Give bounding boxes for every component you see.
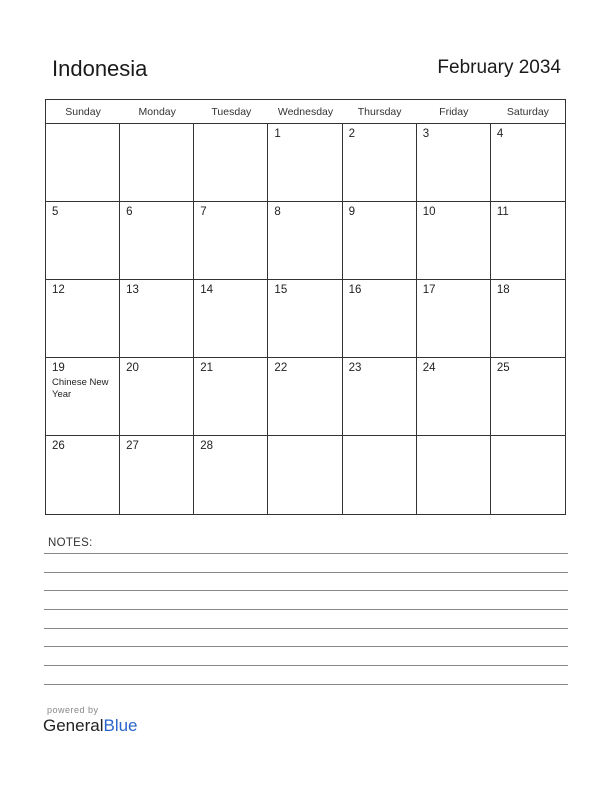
- day-cell: [46, 202, 120, 279]
- day-number: 10: [422, 206, 436, 218]
- day-cell: [491, 358, 565, 435]
- note-line: [44, 665, 568, 666]
- powered-by-text: powered by: [47, 705, 99, 715]
- day-cell: [417, 124, 491, 201]
- day-number: 15: [274, 284, 288, 296]
- day-cell: [268, 124, 342, 201]
- note-line: [44, 646, 568, 647]
- day-cell: [268, 436, 342, 514]
- month-title: February 2034: [437, 57, 561, 78]
- day-number: 1: [274, 128, 281, 140]
- calendar-grid: [45, 99, 566, 515]
- day-number: 9: [348, 206, 355, 218]
- day-cell: [268, 280, 342, 357]
- day-cell: [417, 202, 491, 279]
- brand-general: General: [43, 716, 104, 735]
- day-cell: [491, 124, 565, 201]
- day-cell: [194, 202, 268, 279]
- day-number: 17: [422, 284, 436, 296]
- note-line: [44, 628, 568, 629]
- day-number: 27: [126, 440, 139, 452]
- day-number: 7: [200, 206, 207, 218]
- day-number: 25: [496, 362, 510, 374]
- day-number: 3: [422, 128, 430, 140]
- day-number: 14: [200, 284, 214, 296]
- weekday-monday: Monday: [138, 106, 176, 118]
- day-number: 6: [126, 206, 133, 218]
- day-cell: [417, 358, 491, 435]
- day-number: 8: [274, 206, 281, 218]
- weekday-saturday: Saturday: [506, 106, 549, 118]
- day-number: 19: [52, 362, 65, 374]
- week-row: [46, 202, 565, 280]
- day-cell: [343, 436, 417, 514]
- day-number: 18: [496, 284, 510, 296]
- day-number: 16: [348, 284, 362, 296]
- day-number: 12: [52, 284, 65, 296]
- week-row: [46, 436, 565, 514]
- note-line: [44, 572, 568, 573]
- day-number: 11: [496, 206, 509, 218]
- day-cell: [46, 124, 120, 201]
- day-cell: [417, 436, 491, 514]
- weekday-wednesday: Wednesday: [277, 106, 334, 118]
- weekday-tuesday: Tuesday: [211, 106, 252, 118]
- day-cell: [194, 436, 268, 514]
- day-number: 4: [496, 128, 504, 140]
- week-row: [46, 358, 565, 436]
- note-line: [44, 684, 568, 685]
- day-cell: [120, 436, 194, 514]
- brand-blue: Blue: [103, 716, 138, 735]
- note-line: [44, 553, 568, 554]
- day-cell: [491, 436, 565, 514]
- day-cell: [46, 358, 120, 435]
- note-line: [44, 590, 568, 591]
- day-cell: [120, 280, 194, 357]
- country-title: Indonesia: [52, 56, 148, 81]
- day-cell: [343, 202, 417, 279]
- day-cell: [120, 202, 194, 279]
- calendar-weeks: [46, 124, 565, 514]
- day-number: 13: [126, 284, 139, 296]
- day-cell: [343, 280, 417, 357]
- day-cell: [417, 280, 491, 357]
- day-cell: [343, 358, 417, 435]
- day-cell: [491, 202, 565, 279]
- day-cell: [194, 358, 268, 435]
- day-number: 2: [348, 128, 355, 140]
- day-cell: [268, 358, 342, 435]
- week-row: [46, 124, 565, 202]
- holiday-label: Chinese New Year: [52, 377, 109, 400]
- weekday-header: [46, 100, 565, 124]
- note-line: [44, 609, 568, 610]
- day-cell: [268, 202, 342, 279]
- day-cell: [194, 124, 268, 201]
- day-number: 21: [200, 362, 214, 374]
- day-cell: [194, 280, 268, 357]
- day-cell: [491, 280, 565, 357]
- day-number: 23: [348, 362, 362, 374]
- day-number: 5: [52, 206, 59, 218]
- day-number: 22: [274, 362, 288, 374]
- weekday-sunday: Sunday: [65, 106, 101, 118]
- week-row: [46, 280, 565, 358]
- day-cell: [120, 124, 194, 201]
- day-number: 28: [200, 440, 214, 452]
- day-number: 26: [52, 440, 65, 452]
- day-number: 24: [422, 362, 436, 374]
- day-cell: [343, 124, 417, 201]
- weekday-thursday: Thursday: [357, 106, 402, 118]
- day-cell: [46, 280, 120, 357]
- day-cell: [120, 358, 194, 435]
- day-cell: [46, 436, 120, 514]
- notes-label: NOTES:: [48, 537, 93, 549]
- generalblue-logo: [43, 716, 138, 736]
- weekday-friday: Friday: [439, 106, 469, 118]
- day-number: 20: [126, 362, 139, 374]
